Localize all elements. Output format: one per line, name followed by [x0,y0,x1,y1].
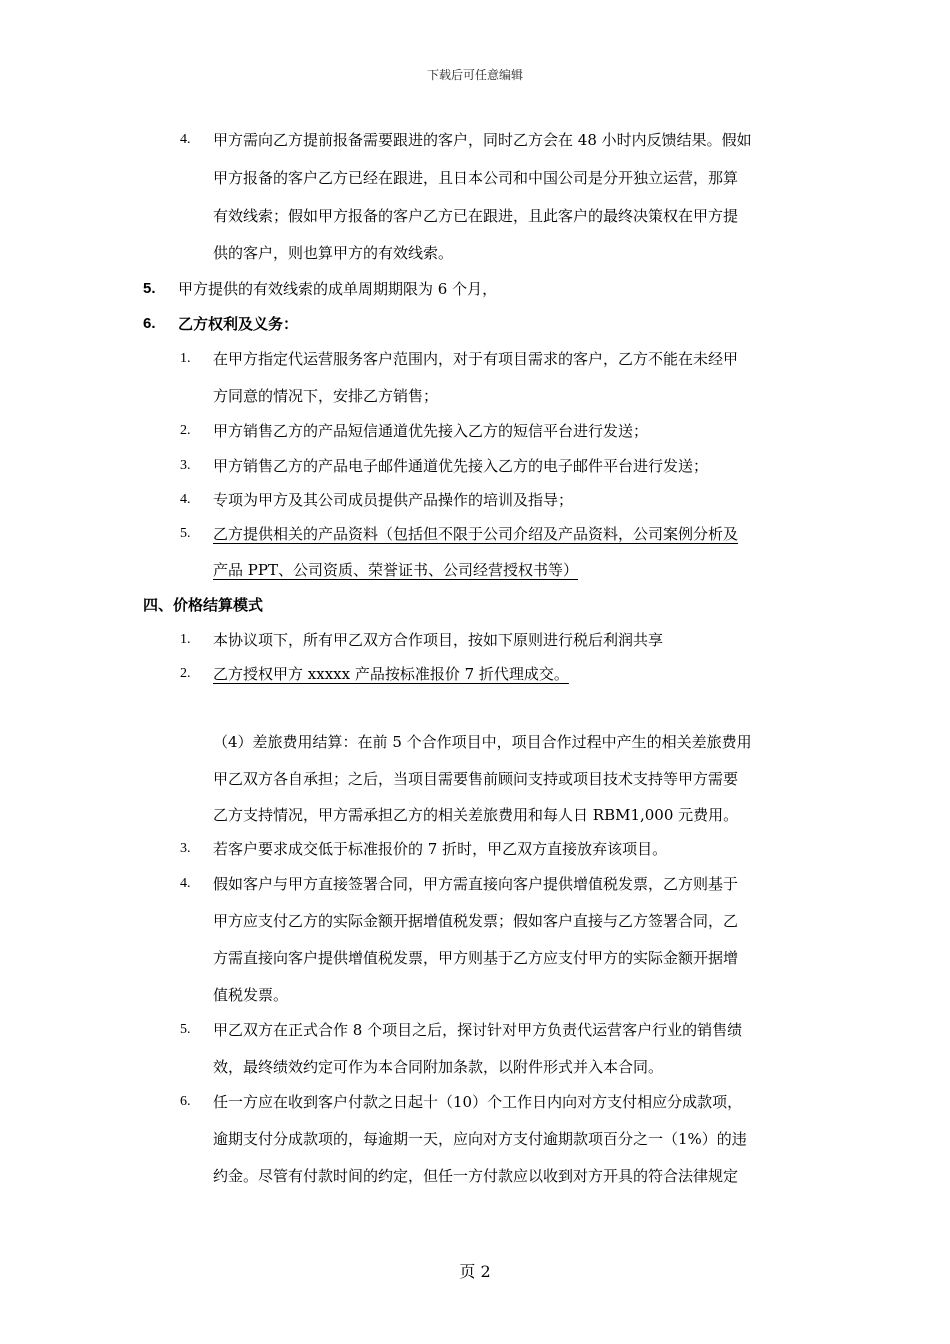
paragraph-line: 供的客户，则也算甲方的有效线索。 [213,244,454,262]
paragraph-line: 乙方授权甲方 xxxxx 产品按标准报价 7 折代理成交。 [213,665,569,683]
paragraph-line: 甲乙双方在正式合作 8 个项目之后，探讨针对甲方负责代运营客户行业的销售绩 [213,1021,743,1039]
paragraph-line: 乙方提供相关的产品资料（包括但不限于公司介绍及产品资料，公司案例分析及 [213,525,739,543]
list-number: 1. [180,351,191,366]
list-number: 2. [180,666,191,681]
list-number: 5. [180,526,191,541]
list-number: 4. [180,492,191,507]
section-heading: 四、价格结算模式 [143,596,264,614]
paragraph-line: 甲方需向乙方提前报备需要跟进的客户，同时乙方会在 48 小时内反馈结果。假如 [213,131,752,149]
section-heading: 乙方权利及义务： [178,315,299,333]
paragraph-line: 效，最终绩效约定可作为本合同附加条款，以附件形式并入本合同。 [213,1058,664,1076]
paragraph-line: 任一方应在收到客户付款之日起十（10）个工作日内向对方支付相应分成款项， [213,1093,743,1111]
list-number: 6. [180,1094,191,1109]
paragraph-line: 甲乙双方各自承担；之后，当项目需要售前顾问支持或项目技术支持等甲方需要 [213,770,739,788]
list-number: 6. [143,315,156,332]
paragraph-line: 甲方销售乙方的产品电子邮件通道优先接入乙方的电子邮件平台进行发送； [213,457,709,475]
paragraph-line: 产品 PPT、公司资质、荣誉证书、公司经营授权书等） [213,561,578,579]
header-note: 下载后可任意编辑 [426,68,523,82]
paragraph-line: 甲方销售乙方的产品短信通道优先接入乙方的短信平台进行发送； [213,422,649,440]
list-number: 5. [143,280,156,297]
paragraph-line: 方需直接向客户提供增值税发票，甲方则基于乙方应支付甲方的实际金额开据增 [213,949,739,967]
paragraph-line: 甲方应支付乙方的实际金额开据增值税发票；假如客户直接与乙方签署合同，乙 [213,912,739,930]
list-number: 2. [180,423,191,438]
list-number: 4. [180,132,191,147]
paragraph-line: 方同意的情况下，安排乙方销售； [213,387,439,405]
list-number: 1. [180,632,191,647]
paragraph-line: 甲方报备的客户乙方已经在跟进，且日本公司和中国公司是分开独立运营，那算 [213,169,739,187]
list-number: 3. [180,841,191,856]
list-number: 3. [180,458,191,473]
paragraph-line: （4）差旅费用结算：在前 5 个合作项目中，项目合作过程中产生的相关差旅费用 [213,733,752,751]
paragraph-line: 约金。尽管有付款时间的约定，但任一方付款应以收到对方开具的符合法律规定 [213,1167,739,1185]
list-number: 4. [180,876,191,891]
paragraph-line: 本协议项下，所有甲乙双方合作项目，按如下原则进行税后利润共享 [213,631,664,649]
paragraph-line: 有效线索；假如甲方报备的客户乙方已在跟进，且此客户的最终决策权在甲方提 [213,207,739,225]
list-number: 5. [180,1022,191,1037]
paragraph-line: 假如客户与甲方直接签署合同，甲方需直接向客户提供增值税发票，乙方则基于 [213,875,739,893]
paragraph-line: 乙方支持情况，甲方需承担乙方的相关差旅费用和每人日 RBM1,000 元费用。 [213,806,739,824]
paragraph-line: 甲方提供的有效线索的成单周期期限为 6 个月， [178,280,498,298]
paragraph-line: 值税发票。 [213,986,289,1004]
page-number: 页 2 [459,1262,491,1281]
paragraph-line: 逾期支付分成款项的，每逾期一天，应向对方支付逾期款项百分之一（1%）的违 [213,1130,747,1148]
paragraph-line: 若客户要求成交低于标准报价的 7 折时，甲乙双方直接放弃该项目。 [213,840,668,858]
paragraph-line: 在甲方指定代运营服务客户范围内，对于有项目需求的客户，乙方不能在未经甲 [213,350,739,368]
paragraph-line: 专项为甲方及其公司成员提供产品操作的培训及指导； [213,491,574,509]
